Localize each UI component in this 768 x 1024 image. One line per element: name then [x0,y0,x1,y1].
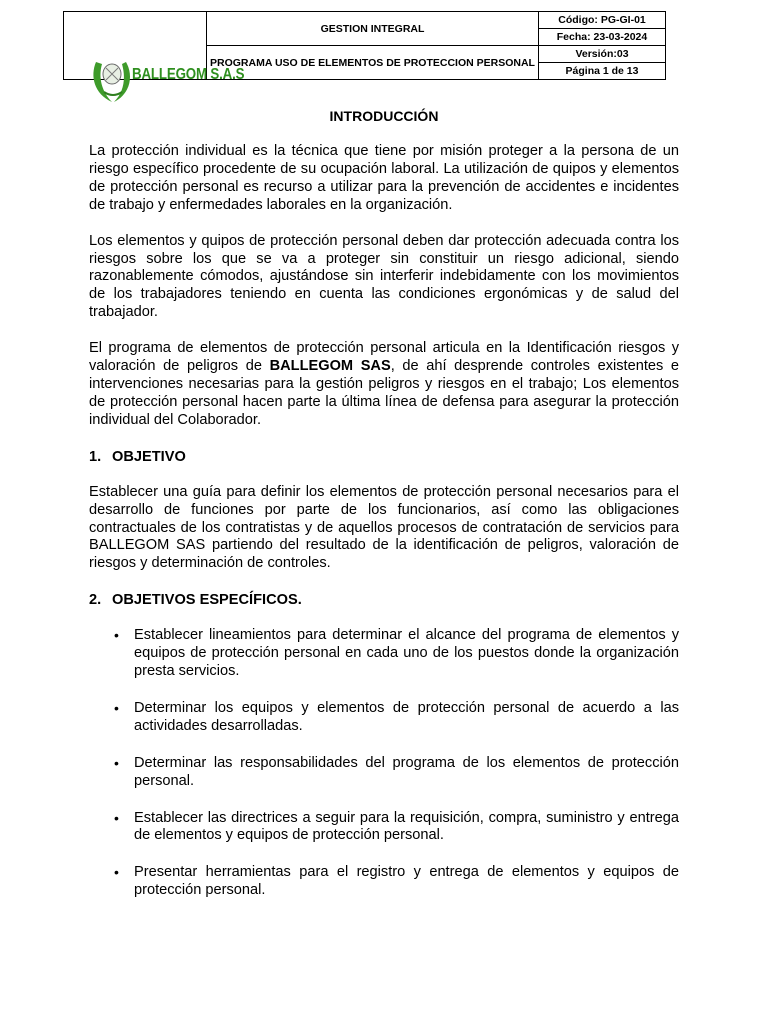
bullet-icon: • [114,627,119,644]
section-1-title: OBJETIVO [112,448,186,465]
list-item [89,755,679,791]
company-logo [90,52,245,104]
document-body [89,108,679,919]
section-2-title: OBJETIVOS ESPECÍFICOS. [112,592,302,609]
list-item-text: Determinar los equipos y elementos de protección personal de acuerdo a las actividades desarrolladas. [134,699,679,734]
logo-wordmark: BALLEGOM S.A.S [132,66,245,83]
list-item [89,700,679,736]
list-item-text: Presentar herramientas para el registro y entrega de elementos y equipos de protección personal. [134,864,679,899]
bullet-icon: • [114,754,119,771]
intro-paragraph-1: La protección individual es la técnica que tiene por misión proteger a la persona de un riesgo específico procedente de su ocupación laboral. La utilización de quipos y elementos de protección personal es recurso a utilizar para la prevención de accidentes e incidentes de trabajo y enfermedades laborales en la organización. [89,143,679,213]
intro-paragraph-3-end: , de ahí desprende controles existentes e intervenciones necesarias para la gestión peligros y riesgos en el trabajo; Los elementos de protección personal hacen parte la última línea de defensa para asegurar la protección individual del Colaborador. [89,358,680,428]
program-title: PROGRAMA USO DE ELEMENTOS DE PROTECCION PERSONAL [207,46,539,80]
company-name-bold: BALLEGOM SAS [269,358,391,375]
introduction-heading: INTRODUCCIÓN [329,108,439,124]
list-item [89,810,679,846]
list-item-text: Establecer las directrices a seguir para la requisición, compra, suministro y entrega de elementos y equipos de protección personal. [134,809,679,844]
section-1-text: Establecer una guía para definir los elementos de protección personal necesarios para el desarrollo de funciones por parte de los funcionarios, así como las obligaciones contractuales de los contratistas y de aquellos procesos de contratación de servicios para BALLEGOM SAS partiendo del resultado de la identificación de peligros, valoración de riesgos y determinación de controles. [89,483,679,572]
list-item-text: Establecer lineamientos para determinar el alcance del programa de elementos y equipos de protección personal en cada uno de los puestos donde la organización presta servicios. [134,627,679,680]
intro-paragraph-2: Los elementos y quipos de protección personal deben dar protección adecuada contra los riesgos sobre los que se va a proteger sin constituir un riesgo adicional, siendo razonablemente cómodos, ajustándose sin interferir indebidamente con los movimientos de los trabajadores teniendo en cuenta las condiciones ergonómicas y de salud del trabajador. [89,232,679,321]
section-2-heading [89,591,679,609]
specific-objectives-list [89,627,679,900]
leaf-emblem-icon [90,52,138,104]
document-code: Código: PG-GI-01 [539,12,666,29]
bullet-icon: • [114,809,119,826]
list-item [89,627,679,681]
document-version: Versión:03 [539,46,666,63]
document-date: Fecha: 23-03-2024 [539,29,666,46]
section-1-heading [89,448,679,466]
intro-paragraph-3-start: El programa de elementos de protección personal articula en la Identificación riesgos y valoración de peligros de [89,340,679,375]
bullet-icon: • [114,864,119,881]
section-2-number: 2. [89,592,102,609]
company-title: GESTION INTEGRAL [207,12,539,46]
list-item [89,864,679,900]
page-number: Página 1 de 13 [539,63,666,80]
intro-paragraph-3 [89,340,679,430]
bullet-icon: • [114,699,119,716]
list-item-text: Determinar las responsabilidades del programa de los elementos de protección personal. [134,754,679,789]
section-1-number: 1. [89,448,102,465]
